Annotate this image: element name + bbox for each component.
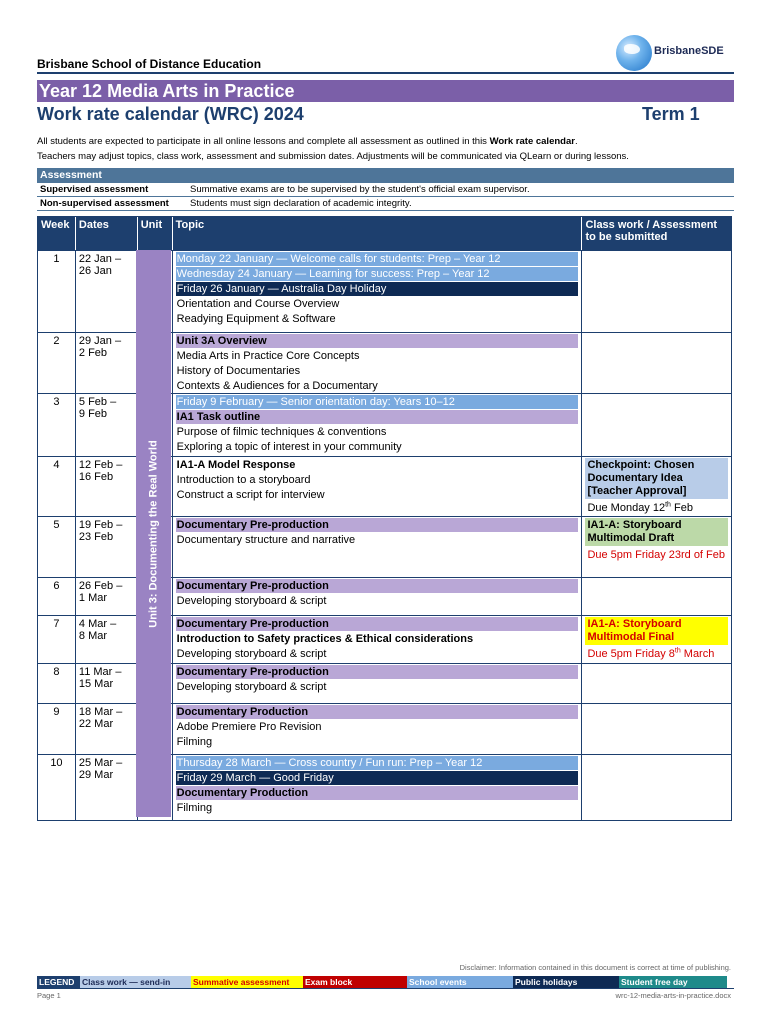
topic-line: Filming — [176, 802, 213, 814]
due-date — [585, 499, 728, 515]
week-dates: 19 Feb – 23 Feb — [76, 517, 138, 577]
assessment-row — [37, 197, 734, 211]
topic-line: Filming — [176, 736, 213, 748]
document-title: Year 12 Media Arts in Practice — [39, 81, 295, 101]
week-dates: 5 Feb – 9 Feb — [76, 394, 138, 456]
week-number: 2 — [38, 333, 76, 393]
table-header — [38, 217, 731, 250]
topic-line: Media Arts in Practice Core Concepts — [176, 350, 360, 362]
classwork-heading: IA1 Task outline — [176, 410, 579, 424]
week-dates: 25 Mar – 29 Mar — [76, 755, 138, 820]
topic-line: Adobe Premiere Pro Revision — [176, 721, 322, 733]
draft-badge — [585, 518, 728, 546]
classwork-heading: Unit 3A Overview — [176, 334, 579, 348]
classwork-cell — [582, 755, 731, 820]
week-number: 10 — [38, 755, 76, 820]
topic-line: Contexts & Audiences for a Documentary — [176, 380, 378, 392]
globe-icon — [616, 35, 652, 71]
checkpoint-badge — [585, 458, 728, 499]
week-number: 7 — [38, 616, 76, 663]
legend-title: LEGEND — [37, 976, 80, 988]
intro-text-end: . — [574, 136, 578, 147]
legend-classwork: Class work — send-in — [80, 976, 191, 988]
intro-line-1 — [37, 136, 578, 147]
legend-divider — [37, 988, 734, 989]
classwork-heading: Documentary Pre-production — [176, 617, 579, 631]
intro-text: All students are expected to participate in all online lessons and complete all assessment as outlined in this — [37, 136, 490, 147]
intro-bold: Work rate calendar — [489, 136, 575, 147]
classwork-text: Due 5pm Friday 23rd of Feb — [587, 549, 726, 561]
topic-line: Purpose of filmic techniques & conventions — [176, 426, 387, 438]
classwork-text: Checkpoint: Chosen Documentary Idea [Teacher Approval] — [587, 459, 695, 497]
document-subtitle: Work rate calendar (WRC) 2024 — [37, 104, 304, 124]
topic-cell — [173, 517, 583, 577]
header-dates: Dates — [76, 217, 138, 250]
unit-label-wrap — [136, 250, 171, 817]
week-number: 8 — [38, 664, 76, 703]
assessment-label: Non-supervised assessment — [40, 198, 169, 209]
classwork-heading: Documentary Pre-production — [176, 665, 579, 679]
due-date — [585, 546, 728, 562]
assessment-text: Students must sign declaration of academic integrity. — [190, 198, 412, 209]
topic-line: Introduction to a storyboard — [176, 474, 311, 486]
week-dates: 26 Feb – 1 Mar — [76, 578, 138, 615]
legend-public-holidays: Public holidays — [513, 976, 619, 988]
classwork-text-end: March — [680, 648, 715, 660]
public-holiday: Friday 29 March — Good Friday — [176, 771, 579, 785]
topic-line: IA1-A Model Response — [176, 459, 296, 471]
topic-line: Documentary structure and narrative — [176, 534, 356, 546]
public-holiday: Friday 26 January — Australia Day Holiday — [176, 282, 579, 296]
topic-line: History of Documentaries — [176, 365, 301, 377]
classwork-text: IA1-A: Storyboard Multimodal Final — [587, 618, 682, 643]
classwork-heading: Documentary Production — [176, 786, 579, 800]
ordinal-suffix: th — [665, 501, 671, 509]
week-dates: 29 Jan – 2 Feb — [76, 333, 138, 393]
classwork-cell — [582, 394, 731, 456]
classwork-cell — [582, 333, 731, 393]
week-dates: 18 Mar – 22 Mar — [76, 704, 138, 754]
classwork-heading: Documentary Production — [176, 705, 579, 719]
topic-line: Construct a script for interview — [176, 489, 325, 501]
disclaimer: Disclaimer: Information contained in this document is correct at time of publishing. — [459, 963, 731, 972]
topic-cell — [173, 664, 583, 703]
header-unit: Unit — [138, 217, 173, 250]
week-dates: 12 Feb – 16 Feb — [76, 457, 138, 516]
legend-school-events: School events — [407, 976, 513, 988]
unit-label: Unit 3: Documenting the Real World — [147, 439, 160, 628]
assessment-row — [37, 183, 734, 197]
topic-cell — [173, 755, 583, 820]
assessment-heading: Assessment — [37, 168, 734, 183]
header-week: Week — [38, 217, 76, 250]
topic-cell — [173, 457, 583, 516]
classwork-cell — [582, 616, 731, 663]
week-number: 4 — [38, 457, 76, 516]
classwork-heading: Documentary Pre-production — [176, 518, 579, 532]
classwork-heading: Documentary Pre-production — [176, 579, 579, 593]
header-classwork: Class work / Assessment to be submitted — [585, 219, 718, 243]
week-number: 9 — [38, 704, 76, 754]
logo-text: BrisbaneSDE — [654, 45, 724, 57]
school-event: Wednesday 24 January — Learning for success: Prep – Year 12 — [176, 267, 579, 281]
school-event: Thursday 28 March — Cross country / Fun run: Prep – Year 12 — [176, 756, 579, 770]
classwork-text: IA1-A: Storyboard Multimodal Draft — [587, 519, 682, 544]
title-bar — [37, 80, 734, 102]
topic-cell — [173, 616, 583, 663]
header-divider — [37, 72, 734, 74]
classwork-cell — [582, 704, 731, 754]
page-number: Page 1 — [37, 991, 61, 1000]
week-dates: 22 Jan – 26 Jan — [76, 251, 138, 332]
intro-line-2: Teachers may adjust topics, class work, assessment and submission dates. Adjustments will be communicated via QLearn or during lessons. — [37, 151, 629, 162]
assessment-box — [37, 168, 734, 211]
assessment-text: Summative exams are to be supervised by the student's official exam supervisor. — [190, 184, 530, 195]
ordinal-suffix: th — [674, 647, 681, 655]
school-event: Friday 9 February — Senior orientation day: Years 10–12 — [176, 395, 579, 409]
topic-cell — [173, 333, 583, 393]
topic-line: Developing storyboard & script — [176, 681, 327, 693]
week-number: 6 — [38, 578, 76, 615]
legend-summative: Summative assessment — [191, 976, 303, 988]
assessment-label: Supervised assessment — [40, 184, 149, 195]
topic-cell — [173, 251, 583, 332]
classwork-text: Due 5pm Friday 8 — [587, 648, 675, 660]
term-label: Term 1 — [642, 104, 700, 124]
unit-band — [136, 250, 171, 817]
brisbane-sde-logo — [610, 33, 735, 73]
school-name: Brisbane School of Distance Education — [37, 57, 262, 71]
school-event: Monday 22 January — Welcome calls for students: Prep – Year 12 — [176, 252, 579, 266]
legend-student-free-day: Student free day — [619, 976, 727, 988]
due-date — [585, 645, 728, 661]
topic-line: Developing storyboard & script — [176, 648, 327, 660]
classwork-text: Due Monday 12 — [587, 502, 666, 514]
topic-cell — [173, 704, 583, 754]
week-number: 3 — [38, 394, 76, 456]
classwork-cell — [582, 517, 731, 577]
topic-cell — [173, 394, 583, 456]
legend-exam-block: Exam block — [303, 976, 407, 988]
week-number: 5 — [38, 517, 76, 577]
classwork-cell — [582, 578, 731, 615]
week-dates: 11 Mar – 15 Mar — [76, 664, 138, 703]
header-topic: Topic — [173, 217, 583, 250]
classwork-text-end: Feb — [670, 502, 693, 514]
topic-line: Readying Equipment & Software — [176, 313, 336, 325]
topic-line: Orientation and Course Overview — [176, 298, 340, 310]
week-number: 1 — [38, 251, 76, 332]
legend — [37, 976, 727, 988]
classwork-cell — [582, 251, 731, 332]
footer-filename: wrc-12-media-arts-in-practice.docx — [615, 991, 731, 1000]
topic-cell — [173, 578, 583, 615]
topic-line: Developing storyboard & script — [176, 595, 327, 607]
week-dates: 4 Mar – 8 Mar — [76, 616, 138, 663]
topic-line: Exploring a topic of interest in your community — [176, 441, 402, 453]
topic-line: Introduction to Safety practices & Ethical considerations — [176, 633, 474, 645]
summative-badge — [585, 617, 728, 645]
classwork-cell — [582, 664, 731, 703]
classwork-cell — [582, 457, 731, 516]
